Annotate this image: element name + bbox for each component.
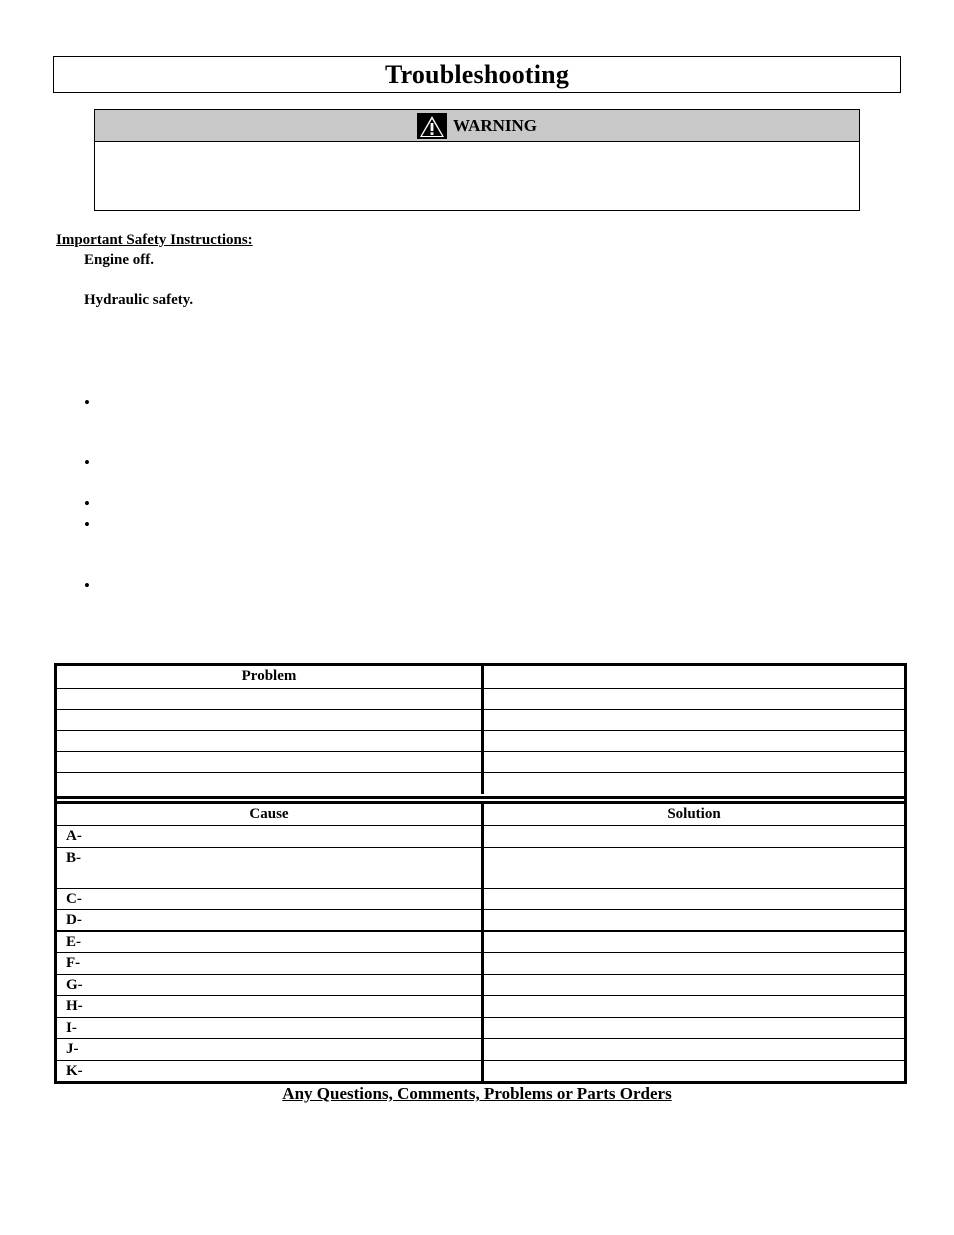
table-row (57, 848, 904, 889)
table-row (57, 910, 904, 932)
warning-label: WARNING (452, 115, 538, 135)
safety-item-hydraulic: Hydraulic safety. (84, 292, 194, 308)
solution-cell (484, 975, 904, 995)
solution-cell (484, 826, 904, 847)
contact-footer: Any Questions, Comments, Problems or Parts Orders (282, 1084, 672, 1103)
problem-detail-cell (484, 710, 904, 730)
problem-detail-cell (484, 689, 904, 709)
table-row (57, 1039, 904, 1061)
cause-header-row (57, 804, 904, 826)
cause-cell: F- (57, 953, 484, 974)
table-row (57, 1061, 904, 1082)
table-row (57, 953, 904, 975)
cause-section (57, 804, 904, 1082)
table-row (57, 773, 904, 794)
problem-cell (57, 710, 484, 730)
cause-cell: I- (57, 1018, 484, 1038)
solution-cell (484, 1018, 904, 1038)
solution-cell (484, 848, 904, 888)
cause-cell: C- (57, 889, 484, 909)
problem-section (57, 666, 904, 794)
problem-detail-cell (484, 773, 904, 794)
troubleshooting-table (54, 663, 907, 1084)
problem-cell (57, 773, 484, 794)
warning-box (94, 109, 860, 211)
cause-cell: G- (57, 975, 484, 995)
bullet-point: • (84, 393, 90, 412)
solution-header: Solution (667, 806, 721, 822)
section-divider (57, 796, 904, 799)
warning-triangle-icon (417, 113, 447, 139)
title-box (53, 56, 901, 93)
table-row (57, 932, 904, 953)
problem-cell (57, 731, 484, 751)
warning-header (95, 110, 859, 142)
solution-cell (484, 910, 904, 930)
bullet-point: • (84, 494, 90, 513)
table-row (57, 996, 904, 1018)
table-row (57, 826, 904, 848)
cause-cell: A- (57, 826, 484, 847)
cause-cell: E- (57, 932, 484, 952)
problem-detail-cell (484, 731, 904, 751)
cause-cell: D- (57, 910, 484, 930)
problem-header-row (57, 666, 904, 689)
safety-heading: Important Safety Instructions: (56, 232, 253, 248)
table-row (57, 752, 904, 773)
safety-item-engine-off: Engine off. (84, 252, 155, 268)
cause-cell: K- (57, 1061, 484, 1082)
solution-cell (484, 932, 904, 952)
problem-detail-cell (484, 752, 904, 772)
table-row (57, 889, 904, 910)
cause-cell: H- (57, 996, 484, 1017)
solution-cell (484, 889, 904, 909)
bullet-point: • (84, 515, 90, 534)
cause-cell: B- (57, 848, 484, 888)
problem-header: Problem (57, 666, 484, 688)
table-row (57, 975, 904, 996)
bullet-point: • (84, 453, 90, 472)
table-row (57, 731, 904, 752)
solution-cell (484, 1061, 904, 1082)
page-title: Troubleshooting (384, 59, 570, 89)
bullet-point: • (84, 576, 90, 595)
problem-cell (57, 689, 484, 709)
solution-cell (484, 953, 904, 974)
solution-cell (484, 996, 904, 1017)
table-row (57, 1018, 904, 1039)
cause-cell: J- (57, 1039, 484, 1060)
problem-header-right (484, 666, 904, 688)
solution-cell (484, 1039, 904, 1060)
table-row (57, 710, 904, 731)
cause-header: Cause (57, 804, 484, 825)
table-row (57, 689, 904, 710)
problem-cell (57, 752, 484, 772)
